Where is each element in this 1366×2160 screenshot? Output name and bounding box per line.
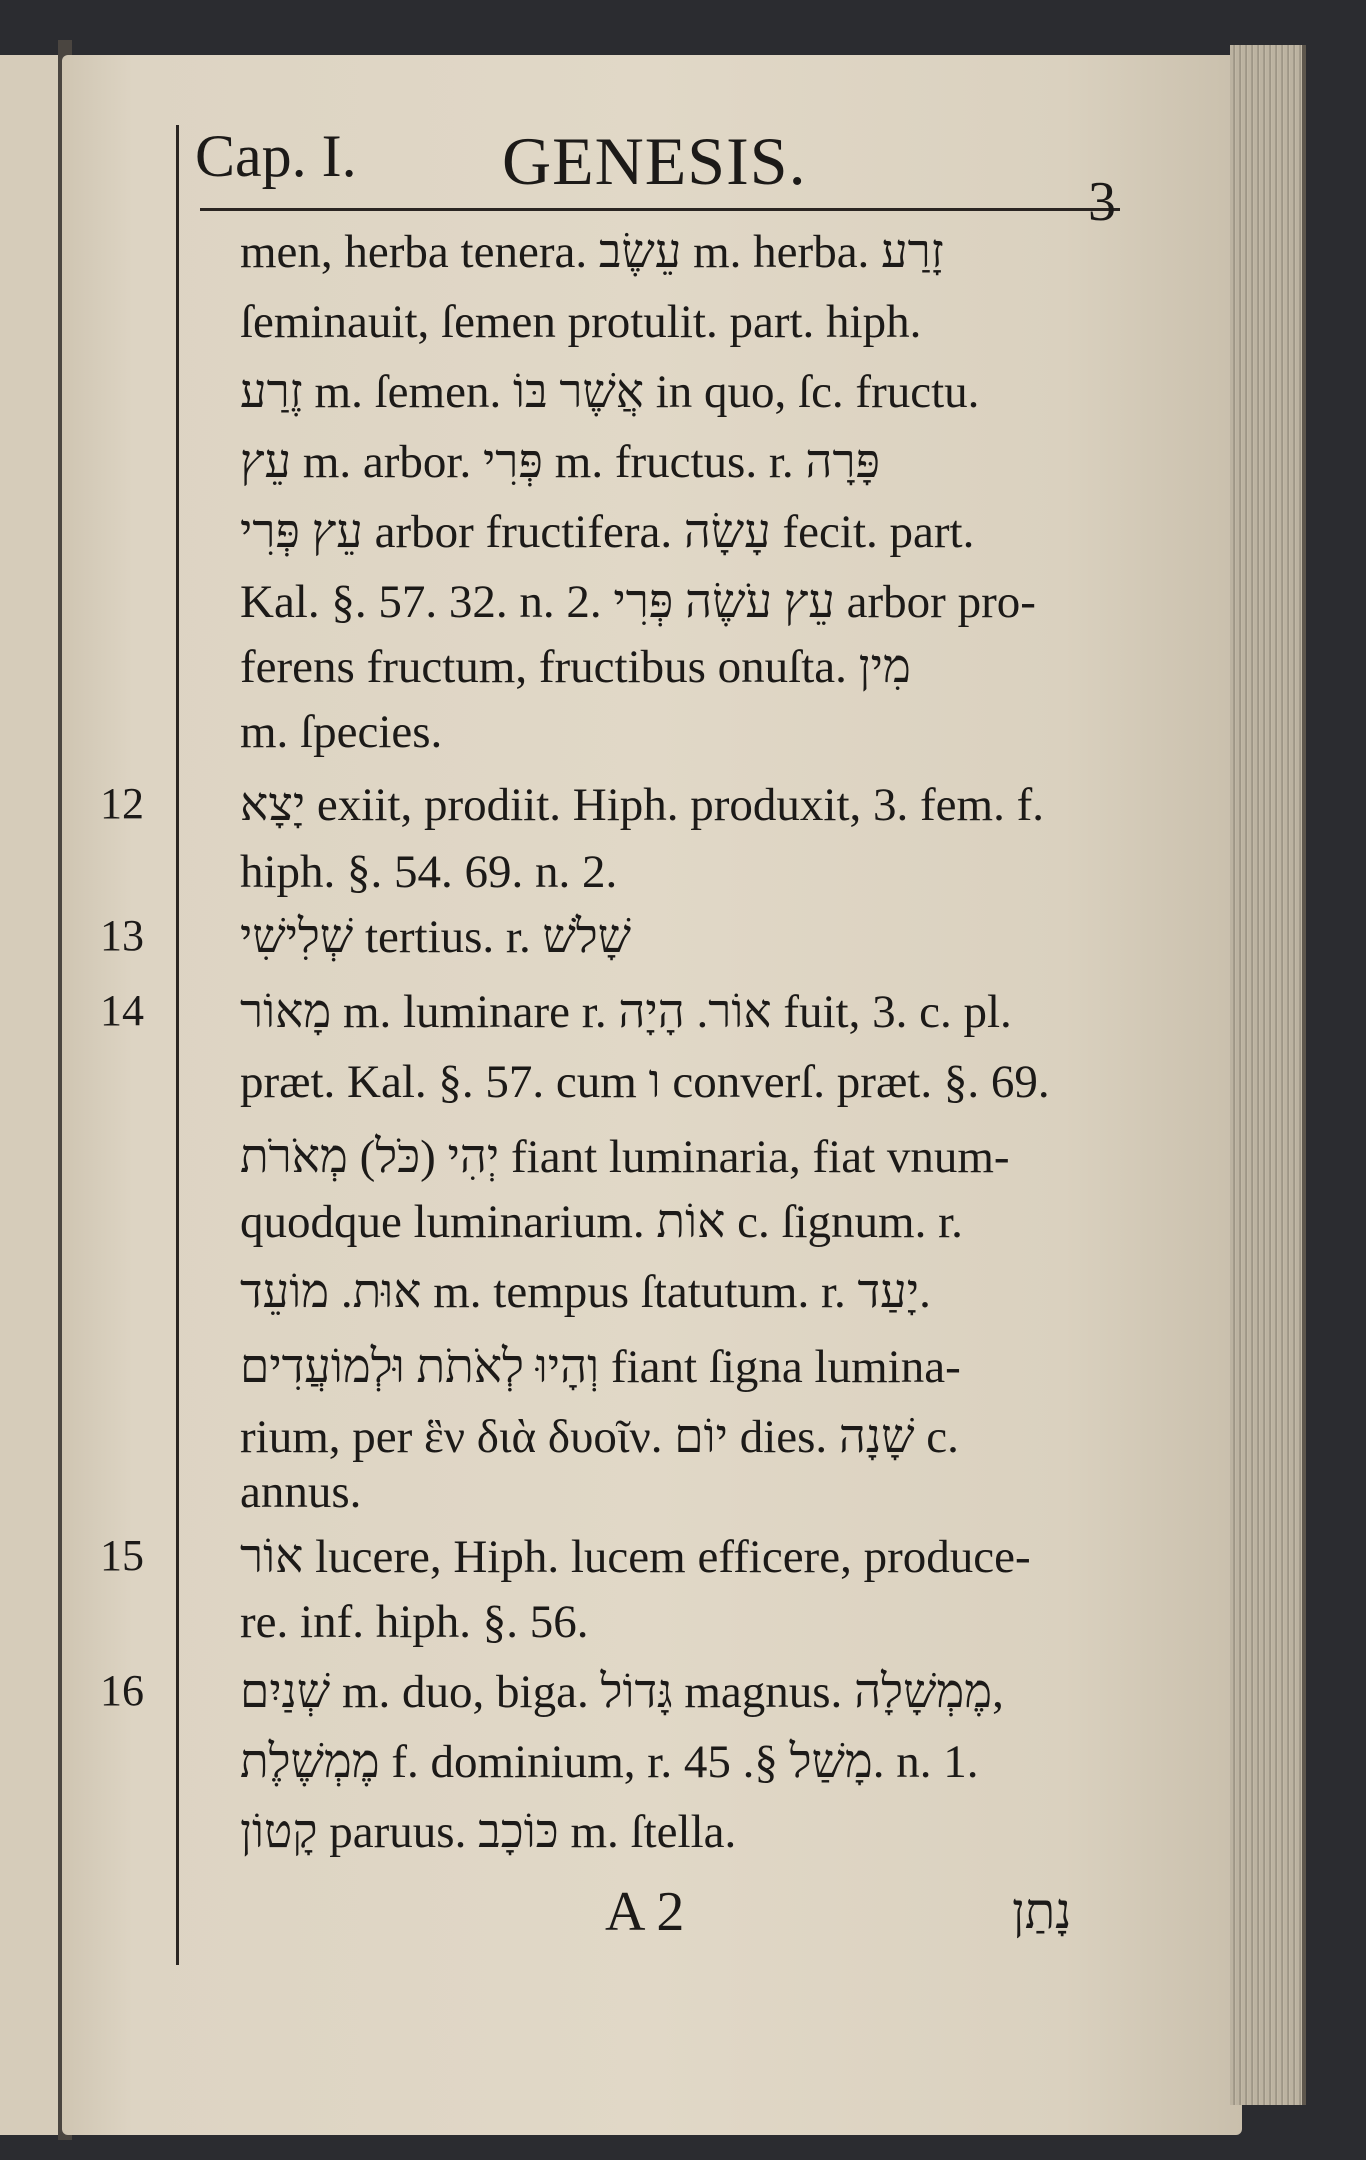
text-line: שְׁנַיִם m. duo, biga. גָּדוֹל magnus. מֶמְשָׁלָה,	[240, 1666, 1004, 1718]
signature-mark: A 2	[605, 1881, 685, 1943]
text-line: עֵץ פְּרִי arbor fructifera. עָשָׂה fecit. part.	[240, 506, 975, 558]
text-line: קָטוֹן paruus. כּוֹכָב m. ſtella.	[240, 1806, 737, 1858]
text-line: re. inf. hiph. §. 56.	[240, 1596, 589, 1648]
verse-number: 13	[100, 911, 144, 960]
text-line: עֵץ m. arbor. פְּרִי m. fructus. r. פָּרָה	[240, 436, 881, 488]
text-line: אוֹר lucere, Hiph. lucem efficere, produce-	[240, 1531, 1031, 1583]
text-line: annus.	[240, 1466, 362, 1518]
text-line: rium, per ἓν διὰ δυοῖν. יוֹם dies. שָׁנָה c.	[240, 1411, 959, 1463]
verse-number: 12	[100, 779, 144, 828]
text-line: ſeminauit, ſemen protulit. part. hiph.	[240, 296, 922, 348]
text-line: ferens fructum, fructibus onuſta. מִין	[240, 641, 911, 693]
text-line: Kal. §. 57. 32. n. 2. עֵץ עֹשֶׂה פְּרִי arbor pro-	[240, 576, 1036, 628]
text-line: יָצָא exiit, prodiit. Hiph. produxit, 3. fem. f.	[240, 779, 1045, 831]
verse-number: 14	[100, 986, 144, 1035]
catchword: נָתַן	[1012, 1883, 1072, 1939]
text-line: hiph. §. 54. 69. n. 2.	[240, 846, 618, 898]
page-edges	[1230, 45, 1306, 2105]
chapter-heading: Cap. I.	[195, 123, 357, 189]
text-line: וְהָיוּ לְאֹתֹת וּלְמוֹעֲדִים fiant ſigna lumina-	[240, 1341, 961, 1393]
verse-number: 16	[100, 1666, 144, 1715]
header-rule	[200, 208, 1120, 211]
margin-rule	[176, 125, 179, 1965]
page-number: 3	[1088, 171, 1116, 233]
text-line: יְהִי (כֹּל) מְאֹרֹת fiant luminaria, fiat vnum-	[240, 1131, 1010, 1183]
text-line: men, herba tenera. עֵשֶׂב m. herba. זָרַע	[240, 226, 944, 278]
text-line: מֶמְשֶׁלֶת f. dominium, r. מָשַׁל §. 45. n. 1.	[240, 1736, 979, 1788]
text-line: זֶרַע m. ſemen. אֲשֶׁר בּוֹ in quo, ſc. fructu.	[240, 366, 980, 418]
book-title: GENESIS.	[502, 123, 807, 199]
text-line: m. ſpecies.	[240, 706, 443, 758]
text-line: מָאוֹר m. luminare r. אוֹר. הָיָה fuit, 3. c. pl.	[240, 986, 1012, 1038]
text-line: quodque luminarium. אוֹת c. ſignum. r.	[240, 1196, 963, 1248]
text-line: præt. Kal. §. 57. cum ו converſ. præt. §. 69.	[240, 1056, 1050, 1108]
text-line: שְׁלִישִׁי tertius. r. שָׁלֹשׁ	[240, 911, 632, 963]
left-page-edge	[0, 55, 58, 2135]
text-line: אוּת. מוֹעֵד m. tempus ſtatutum. r. יָעַד.	[240, 1266, 931, 1318]
verse-number: 15	[100, 1531, 144, 1580]
